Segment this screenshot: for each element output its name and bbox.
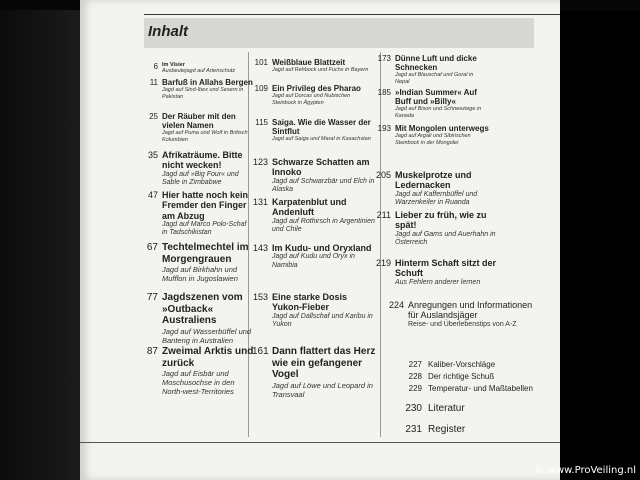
entry-title: Muskelprotze und Ledernacken	[395, 170, 472, 191]
entry-subtitle: Jagd auf Eisbär und Moschusochse in den North-west-Territories	[162, 369, 235, 396]
entry-title: Dünne Luft und dicke Schnecken	[395, 54, 477, 73]
page-number: 77	[146, 292, 158, 303]
watermark: © www.ProVeiling.nl	[534, 465, 636, 476]
entry-title: Zweimal Arktis und zurück	[162, 346, 254, 369]
entry-title: Saiga. Wie die Wasser der Sintflut	[272, 118, 371, 137]
page-number: 193	[377, 124, 391, 133]
entry-title: Kaliber-Vorschläge	[428, 360, 496, 369]
column-divider-2	[380, 52, 381, 437]
entry-title: Mit Mongolen unterwegs	[395, 124, 489, 133]
entry-title: Ein Privileg des Pharao	[272, 84, 361, 93]
entry-subtitle: Jagd auf Rehbock und Fuchs in Bayern	[272, 67, 369, 74]
entry-title: Anregungen und Informationen für Auslandsjäger	[408, 300, 533, 321]
page-number: 228	[408, 372, 422, 381]
page-number: 219	[375, 258, 391, 268]
entry-subtitle: Jagd auf Marco Polo-Schaf in Tadschikistan	[162, 221, 247, 237]
entry-title: »Indian Summer« Auf Buff und »Billy«	[395, 88, 477, 107]
page-title: Inhalt	[148, 23, 188, 40]
page-number: 115	[255, 118, 268, 127]
page-number: 185	[377, 88, 391, 97]
entry-subtitle: Aus Fehlern anderer lernen	[395, 278, 481, 286]
entry-subtitle: Jagd auf Dallschaf und Karibu in Yukon	[272, 312, 373, 329]
page-number: 224	[388, 300, 404, 310]
entry-title: Barfuß in Allahs Bergen	[162, 78, 253, 87]
entry-title: Lieber zu früh, wie zu spät!	[395, 210, 487, 231]
entry-subtitle: Jagd auf Rothirsch in Argentinien und Chile	[272, 217, 375, 234]
entry-title: Im Visier	[162, 62, 185, 68]
entry-subtitle: Jagd auf Löwe und Leopard in Transvaal	[272, 380, 373, 399]
page-number: 230	[405, 403, 422, 414]
entry-subtitle: Jagd auf Wasserbüffel und Banteng in Australien	[162, 326, 252, 345]
page-number: 227	[408, 360, 422, 369]
entry-subtitle: Jagd auf »Big Four« und Sable in Zimbabwe	[162, 170, 239, 187]
book-page	[80, 0, 560, 480]
header-band	[144, 18, 534, 48]
top-rule	[144, 14, 560, 15]
entry-title: Weißblaue Blattzeit	[272, 58, 346, 67]
entry-title: Schwarze Schatten am Innoko	[272, 157, 370, 178]
page-number: 47	[147, 190, 158, 200]
entry-subtitle: Jagd auf Saiga und Maral in Kasachstan	[272, 136, 371, 143]
entry-subtitle: Jagd auf Birkhahn und Mufflon in Jugoslawien	[162, 265, 238, 283]
entry-subtitle: Jagd auf Argali und Sibirischen Steinbock in der Mongolei	[395, 133, 471, 146]
entry-subtitle: Jagd auf Blauschaf und Goral in Nepal	[395, 72, 474, 85]
page-number: 67	[146, 242, 158, 253]
page-number: 231	[405, 424, 422, 435]
entry-title: Der Räuber mit den vielen Namen	[162, 112, 236, 131]
page-number: 123	[252, 157, 268, 167]
page-number: 211	[376, 210, 391, 220]
entry-title: Eine starke Dosis Yukon-Fieber	[272, 292, 348, 313]
entry-subtitle: Jagd auf Kaffernbüffel und Warzenkeiler in Ruanda	[395, 190, 478, 207]
entry-subtitle: Ausbeutejagd auf Artenschutz	[162, 68, 236, 75]
entry-subtitle: Jagd auf Puma und Wolf in Britisch Kolumbien	[162, 130, 248, 143]
entry-title: Register	[428, 424, 466, 435]
page-number: 161	[252, 346, 269, 357]
entry-title: Hier hatte noch kein Fremder den Finger am Abzug	[162, 190, 249, 221]
entry-title: Der richtige Schuß	[428, 372, 495, 381]
entry-subtitle: Jagd auf Dorcas und Nubischen Steinbock in Ägypten	[272, 93, 351, 106]
page-number: 101	[254, 58, 268, 67]
entry-subtitle: Jagd auf Schwarzbär und Elch in Alaska	[272, 177, 375, 194]
entry-subtitle: Jagd auf Bison und Schneeziege in Kanada	[395, 106, 482, 119]
entry-title: Im Kudu- und Oryxland	[272, 243, 372, 253]
page-number: 87	[146, 346, 158, 357]
page-number: 35	[147, 150, 158, 160]
page-number: 131	[252, 197, 268, 207]
entry-subtitle: Reise- und Überlebenstips von A-Z	[408, 320, 517, 328]
page-number: 153	[252, 292, 268, 302]
entry-subtitle: Jagd auf Sind-Ibex und Sesern in Pakistan	[162, 87, 244, 100]
page-number: 173	[377, 54, 391, 63]
entry-title: Temperatur- und Maßtabellen	[428, 384, 533, 393]
entry-title: Hinterm Schaft sitzt der Schuft	[395, 258, 497, 279]
page-number: 143	[252, 243, 268, 253]
entry-subtitle: Jagd auf Kudu und Oryx in Namibia	[272, 253, 355, 269]
page-number: 205	[375, 170, 391, 180]
page-number: 11	[149, 78, 158, 87]
page-number: 229	[408, 384, 422, 393]
page-number: 109	[254, 84, 268, 93]
entry-subtitle: Jagd auf Gams und Auerhahn in Österreich	[395, 230, 496, 247]
entry-title: Techtelmechtel im Morgengrauen	[162, 242, 249, 265]
entry-title: Karpatenblut und Andenluft	[272, 197, 347, 218]
entry-title: Literatur	[428, 403, 465, 414]
page-number: 6	[153, 62, 158, 71]
bottom-rule	[80, 442, 560, 443]
entry-title: Jagdszenen vom »Outback« Australiens	[162, 292, 243, 326]
entry-title: Dann flattert das Herz wie ein gefangener Vogel	[272, 346, 376, 380]
background-left	[0, 0, 82, 480]
entry-title: Afrikaträume. Bitte nicht wecken!	[162, 150, 243, 171]
page-number: 25	[149, 112, 158, 121]
